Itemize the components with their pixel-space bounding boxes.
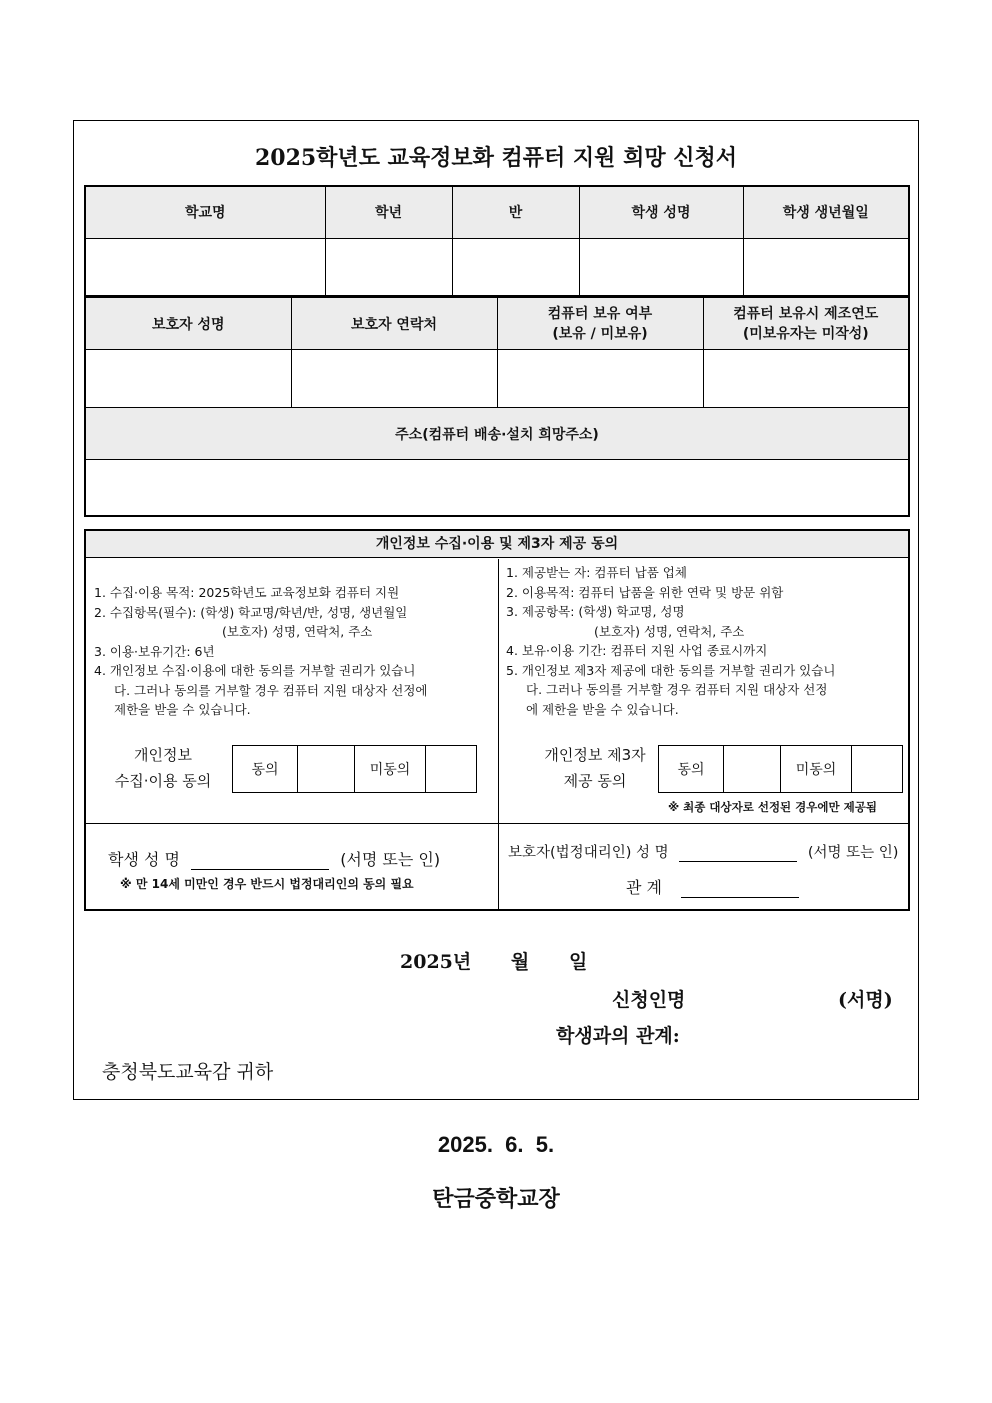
signature-row [86,823,908,911]
list-item: 4. 개인정보 수집·이용에 대한 동의를 거부할 권리가 있습니 [94,663,416,678]
info-table [84,185,908,517]
header-birthdate: 학생 생년월일 [743,186,909,238]
input-guardian-contact[interactable] [291,350,497,408]
collection-agree-checkbox[interactable] [298,746,355,793]
collection-consent-boxes [232,745,477,793]
third-party-agree-checkbox[interactable] [724,746,781,793]
input-address[interactable] [85,460,909,516]
header-class: 반 [452,186,579,238]
list-item: 3. 이용·보유기간: 6년 [94,643,215,659]
list-item: 4. 보유·이용 기간: 컴퓨터 지원 사업 종료시까지 [506,643,768,658]
third-party-consent-label: 개인정보 제3자 제공 동의 [544,746,646,790]
list-item: 1. 제공받는 자: 컴퓨터 납품 업체 [506,565,687,580]
list-item: 5. 개인정보 제3자 제공에 대한 동의를 거부할 권리가 있습니 [506,662,836,678]
privacy-consent-section [84,529,910,911]
school-principal: 탄금중학교장 [432,1186,560,1211]
guardian-relation: 관 계 [626,875,799,898]
collection-disagree-checkbox[interactable] [426,746,477,793]
header-student-name: 학생 성명 [579,186,743,238]
collection-disagree-label: 미동의 [355,746,426,793]
issue-date: 2025. 6. 5. [437,1132,555,1157]
application-date: 2025년 월 일 [400,951,588,973]
input-school[interactable] [85,238,325,296]
input-guardian-name[interactable] [85,350,291,408]
header-school: 학교명 [85,186,325,238]
relation-line[interactable] [681,897,799,898]
third-party-consent-boxes [658,745,903,793]
header-computer-ownership: 컴퓨터 보유 여부 (보유 / 미보유) [497,298,703,350]
third-party-disagree-checkbox[interactable] [852,746,903,793]
input-manufacture-year[interactable] [703,350,909,408]
consent-title: 개인정보 수집·이용 및 제3자 제공 동의 [86,531,908,558]
consent-collection-terms [94,583,492,720]
input-student-name[interactable] [579,238,743,296]
list-item: (보호자) 성명, 연락처, 주소 [222,624,373,639]
student-signature-line[interactable] [191,869,329,870]
third-party-agree-label: 동의 [659,746,724,793]
relation-to-student-label: 학생과의 관계: [556,1025,680,1047]
list-item: 제한을 받을 수 있습니다. [114,702,251,717]
minor-consent-note: ※ 만 14세 미만인 경우 반드시 법정대리인의 동의 필요 [120,877,414,891]
collection-consent-label: 개인정보 수집·이용 동의 [114,746,212,790]
input-class[interactable] [452,238,579,296]
list-item: 2. 이용목적: 컴퓨터 납품을 위한 연락 및 방문 위함 [506,584,784,600]
applicant-name-label: 신청인명 [612,989,686,1011]
recipient: 충청북도교육감 귀하 [102,1061,274,1083]
third-party-disagree-label: 미동의 [781,746,852,793]
input-computer-ownership[interactable] [497,350,703,408]
header-guardian-contact: 보호자 연락처 [291,298,497,350]
list-item: 다. 그러나 동의를 거부할 경우 컴퓨터 지원 대상자 선정에 [114,682,428,698]
selection-note: ※ 최종 대상자로 선정된 경우에만 제공됨 [668,800,877,814]
header-guardian-name: 보호자 성명 [85,298,291,350]
header-grade: 학년 [325,186,452,238]
guardian-signature: 보호자(법정대리인) 성 명 (서명 또는 인) [508,845,899,861]
application-form [73,120,919,1100]
guardian-signature-line[interactable] [679,861,797,862]
header-manufacture-year: 컴퓨터 보유시 제조연도 (미보유자는 미작성) [703,298,909,350]
list-item: 1. 수집·이용 목적: 2025학년도 교육정보화 컴퓨터 지원 [94,585,400,600]
list-item: 3. 제공항목: (학생) 학교명, 성명 [506,604,685,619]
list-item: 2. 수집항목(필수): (학생) 학교명/학년/반, 성명, 생년월일 [94,604,408,620]
header-address: 주소(컴퓨터 배송·설치 희망주소) [85,408,909,460]
input-grade[interactable] [325,238,452,296]
list-item: 다. 그러나 동의를 거부할 경우 컴퓨터 지원 대상자 선정 [526,682,828,697]
form-title: 2025학년도 교육정보화 컴퓨터 지원 희망 신청서 [254,145,738,171]
collection-agree-label: 동의 [233,746,298,793]
applicant-sign-label: (서명) [838,989,893,1011]
list-item: 에 제한을 받을 수 있습니다. [526,701,679,717]
input-birthdate[interactable] [743,238,909,296]
student-signature: 학생 성 명 (서명 또는 인) [108,850,441,869]
consent-third-party-terms [506,563,904,719]
list-item: (보호자) 성명, 연락처, 주소 [594,623,745,639]
